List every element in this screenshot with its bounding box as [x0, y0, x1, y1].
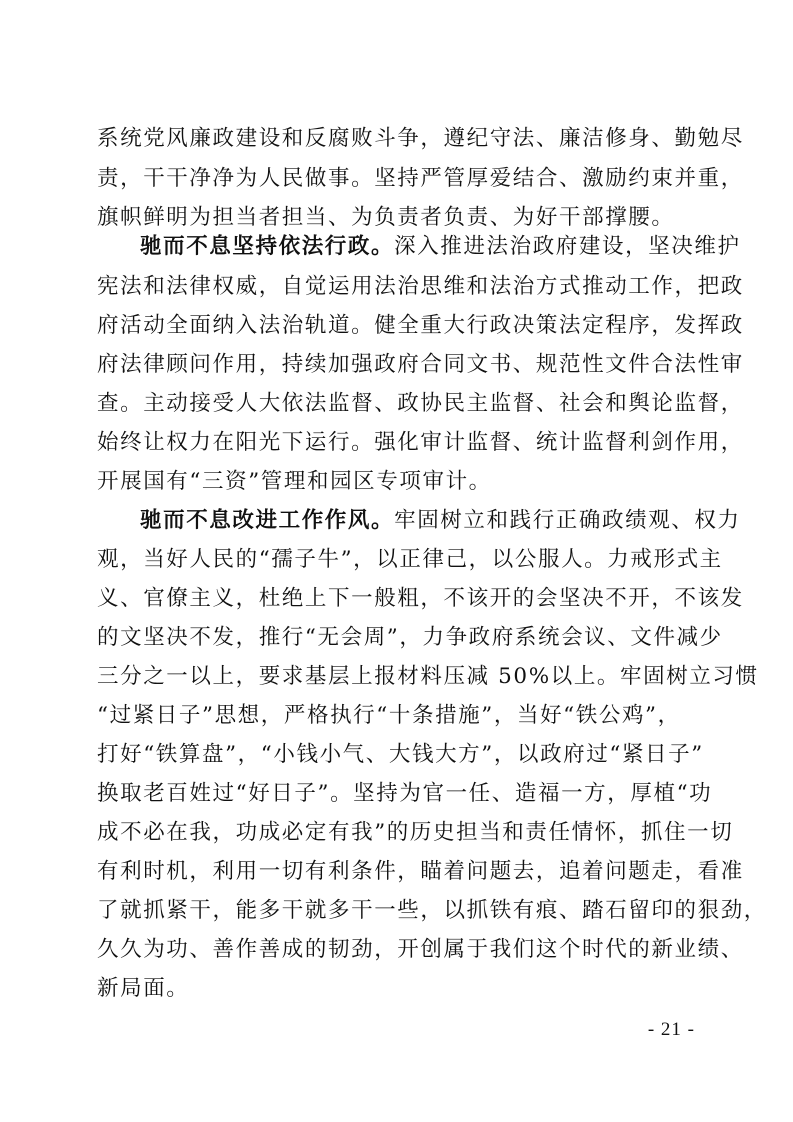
- text-line: 始终让权力在阳光下运行。强化审计监督、统计监督利剑作用，: [97, 430, 744, 455]
- text-line: 查。主动接受人大依法监督、政协民主监督、社会和舆论监督，: [97, 391, 744, 416]
- text-line: 系统党风廉政建设和反腐败斗争，遵纪守法、廉洁修身、勤勉尽: [97, 126, 744, 151]
- text-run: 深入推进法治政府建设，坚决维护: [394, 234, 741, 259]
- text-line: 旗帜鲜明为担当者担当、为负责者负责、为好干部撑腰。: [97, 205, 675, 230]
- text-line: 换取老百姓过“好日子”。坚持为官一任、造福一方，厚植“功: [97, 781, 713, 806]
- text-line: 的文坚决不发，推行“无会周”，力争政府系统会议、文件减少: [97, 625, 723, 650]
- text-line: 开展国有“三资”管理和园区专项审计。: [97, 469, 492, 494]
- text-line: 责，干干净净为人民做事。坚持严管厚爱结合、激励约束并重，: [97, 166, 744, 191]
- text-line: 府法律顾问作用，持续加强政府合同文书、规范性文件合法性审: [97, 352, 744, 377]
- paragraph-heading: 驰而不息坚持依法行政。: [140, 234, 395, 259]
- paragraph-first-line: [140, 232, 741, 262]
- text-line: 了就抓紧干，能多干就多干一些，以抓铁有痕、踏石留印的狠劲，: [97, 898, 767, 923]
- text-line: 义、官僚主义，杜绝上下一般粗，不该开的会坚决不开，不该发: [97, 586, 744, 611]
- text-line: 三分之一以上，要求基层上报材料压减 50%以上。牢固树立习惯: [97, 664, 759, 689]
- text-line: 打好“铁算盘”，“小钱小气、大钱大方”，以政府过“紧日子”: [97, 742, 704, 767]
- text-line: 久久为功、善作善成的韧劲，开创属于我们这个时代的新业绩、: [97, 937, 744, 962]
- paragraph-heading: 驰而不息改进工作作风。: [140, 508, 395, 533]
- text-line: 有利时机，利用一切有利条件，瞄着问题去，追着问题走，看准: [97, 859, 744, 884]
- text-line: 府活动全面纳入法治轨道。健全重大行政决策法定程序，发挥政: [97, 313, 744, 338]
- text-line: 宪法和法律权威，自觉运用法治思维和法治方式推动工作，把政: [97, 274, 744, 299]
- text-run: 牢固树立和践行正确政绩观、权力: [394, 508, 741, 533]
- text-line: 观，当好人民的“孺子牛”，以正律己，以公服人。力戒形式主: [97, 547, 723, 572]
- text-line: 新局面。: [97, 976, 190, 1001]
- paragraph-first-line: [140, 506, 741, 536]
- text-line: “过紧日子”思想，严格执行“十条措施”，当好“铁公鸡”，: [97, 703, 681, 728]
- text-line: 成不必在我，功成必定有我”的历史担当和责任情怀，抓住一切: [97, 820, 734, 845]
- page-number: - 21 -: [647, 1019, 695, 1040]
